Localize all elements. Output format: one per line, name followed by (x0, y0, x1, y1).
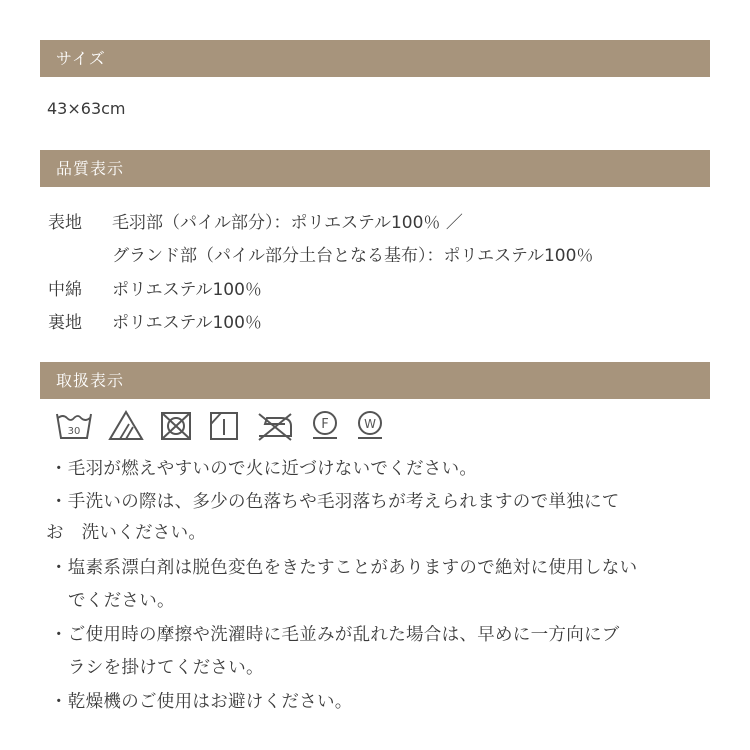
quality-label-filling: 中綿 (48, 280, 82, 300)
quality-text-outer-pile: 毛羽部（パイル部分）：ポリエステル100％ ／ (112, 213, 463, 233)
care-note-handwash: ・手洗いの際は、多少の色落ちや毛羽落ちが考えられますので単独にて (50, 492, 620, 512)
care-note-fire: ・毛羽が燃えやすいので火に近づけないでください。 (50, 459, 478, 479)
dry-clean-letter: F (321, 417, 329, 432)
bleach-triangle-icon (108, 410, 144, 442)
care-note-brush: ・ご使用時の摩擦や洗濯時に毛並みが乱れた場合は、早めに一方向にブ (50, 625, 620, 645)
care-note-dryer: ・乾燥機のご使用はお避けください。 (50, 692, 353, 712)
no-tumble-dry-icon (159, 410, 193, 442)
care-note-bleach-cont: でください。 (68, 591, 175, 611)
care-section-header: 取扱表示 (40, 362, 710, 399)
care-note-brush-cont: ラシを掛けてください。 (68, 658, 264, 678)
size-section-header: サイズ (40, 40, 710, 77)
quality-text-filling: ポリエステル100％ (112, 280, 262, 300)
care-note-bleach: ・塩素系漂白剤は脱色変色をきたすことがありますので絶対に使用しない (50, 558, 638, 578)
wash-temperature-label: 30 (67, 426, 81, 437)
drip-dry-shade-icon (208, 410, 240, 442)
care-note-handwash-cont: お 洗いください。 (46, 523, 207, 543)
wet-clean-letter: W (364, 417, 376, 431)
wet-clean-w-icon (355, 410, 385, 442)
size-value: 43×63cm (47, 99, 126, 118)
quality-text-outer-ground: グランド部（パイル部分土台となる基布）：ポリエステル100％ (112, 246, 594, 266)
quality-label-lining: 裏地 (48, 313, 82, 333)
quality-section-header: 品質表示 (40, 150, 710, 187)
dry-clean-f-icon (310, 410, 340, 442)
care-symbols (55, 408, 385, 444)
quality-label-outer: 表地 (48, 213, 82, 233)
quality-text-lining: ポリエステル100％ (112, 313, 262, 333)
wash-30-icon (55, 410, 93, 442)
no-iron-icon (255, 410, 295, 442)
